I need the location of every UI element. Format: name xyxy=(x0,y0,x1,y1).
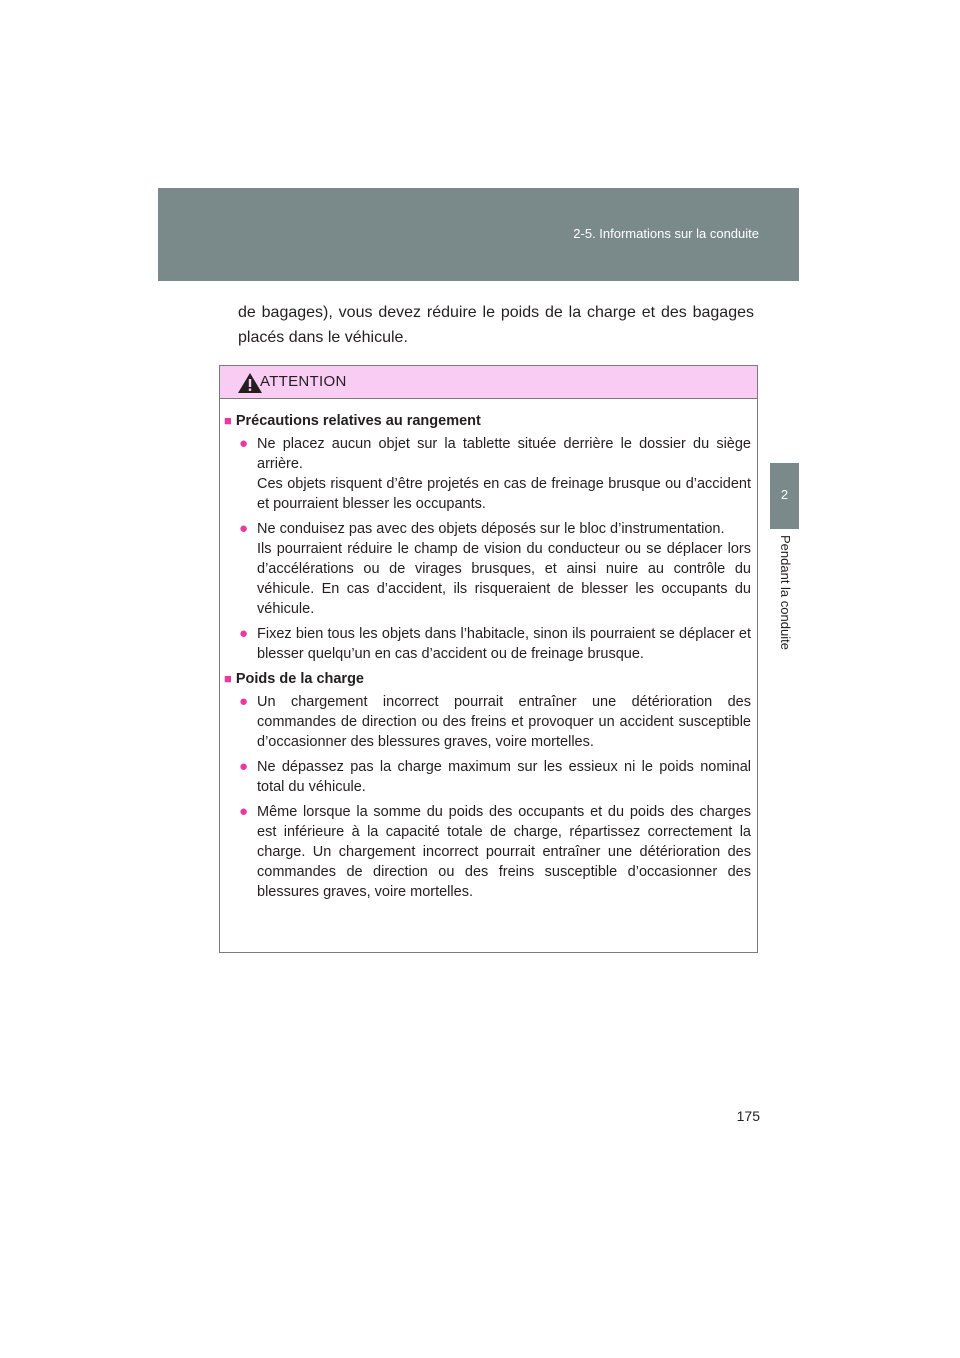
round-bullet-icon: ● xyxy=(239,693,249,710)
item-text: Fixez bien tous les objets dans l’habitacle, sinon ils pourraient se déplacer et blesser quelqu’un en cas d’accident ou de freinage brusque. xyxy=(257,626,751,662)
round-bullet-icon: ● xyxy=(239,625,249,642)
list-item xyxy=(224,802,751,902)
round-bullet-icon: ● xyxy=(239,758,249,775)
round-bullet-icon: ● xyxy=(239,803,249,820)
item-text: Un chargement incorrect pourrait entraîner une détérioration des commandes de direction ou des freins et provoquer un accident susceptible d’occasionner des blessures graves, voire mortelles. xyxy=(257,694,751,750)
intro-paragraph: de bagages), vous devez réduire le poids de la charge et des bagages placés dans le véhicule. xyxy=(238,304,754,346)
item-text: Même lorsque la somme du poids des occupants et du poids des charges est inférieure à la capacité totale de charge, répartissez correctement la charge. Un chargement incorrect pourrait entraîner une détérioration des commandes de direction ou des freins susceptible d’occasionner des blessures graves, voire mortelles. xyxy=(257,804,751,900)
round-bullet-icon: ● xyxy=(239,520,249,537)
item-text: Ne conduisez pas avec des objets déposés sur le bloc d’instrumentation. xyxy=(257,521,725,537)
section-title: 2-5. Informations sur la conduite xyxy=(573,226,759,241)
section-heading xyxy=(224,669,751,689)
warning-title: ATTENTION xyxy=(260,373,347,390)
item-text: Ils pourraient réduire le champ de vision du conducteur ou se déplacer lors d’accélérations ou de virages brusques, et ainsi nuire au contrôle du véhicule. En cas d’accident, ils risqueraient de blesser les occupants du véhicule. xyxy=(257,541,751,617)
chapter-number: 2 xyxy=(780,487,789,502)
section-heading-text: Poids de la charge xyxy=(235,671,364,687)
page-number: 175 xyxy=(736,1108,760,1124)
list-item xyxy=(224,624,751,664)
warning-body xyxy=(220,399,757,902)
section-heading-text: Précautions relatives au rangement xyxy=(235,413,481,429)
square-bullet-icon: ■ xyxy=(224,413,232,428)
item-text: Ces objets risquent d’être projetés en cas de freinage brusque ou d’accident et pourraient blesser les occupants. xyxy=(257,476,751,512)
list-item xyxy=(224,519,751,619)
square-bullet-icon: ■ xyxy=(224,671,232,686)
list-item xyxy=(224,757,751,797)
chapter-label: Pendant la conduite xyxy=(778,535,793,650)
warning-box xyxy=(219,365,758,953)
warning-header xyxy=(220,366,757,399)
list-item xyxy=(224,434,751,514)
chapter-tab xyxy=(770,463,799,529)
round-bullet-icon: ● xyxy=(239,435,249,452)
section-heading xyxy=(224,411,751,431)
item-text: Ne dépassez pas la charge maximum sur les essieux ni le poids nominal total du véhicule. xyxy=(257,759,751,795)
list-item xyxy=(224,692,751,752)
item-text: Ne placez aucun objet sur la tablette située derrière le dossier du siège arrière. xyxy=(257,436,751,472)
header-band xyxy=(158,188,799,281)
